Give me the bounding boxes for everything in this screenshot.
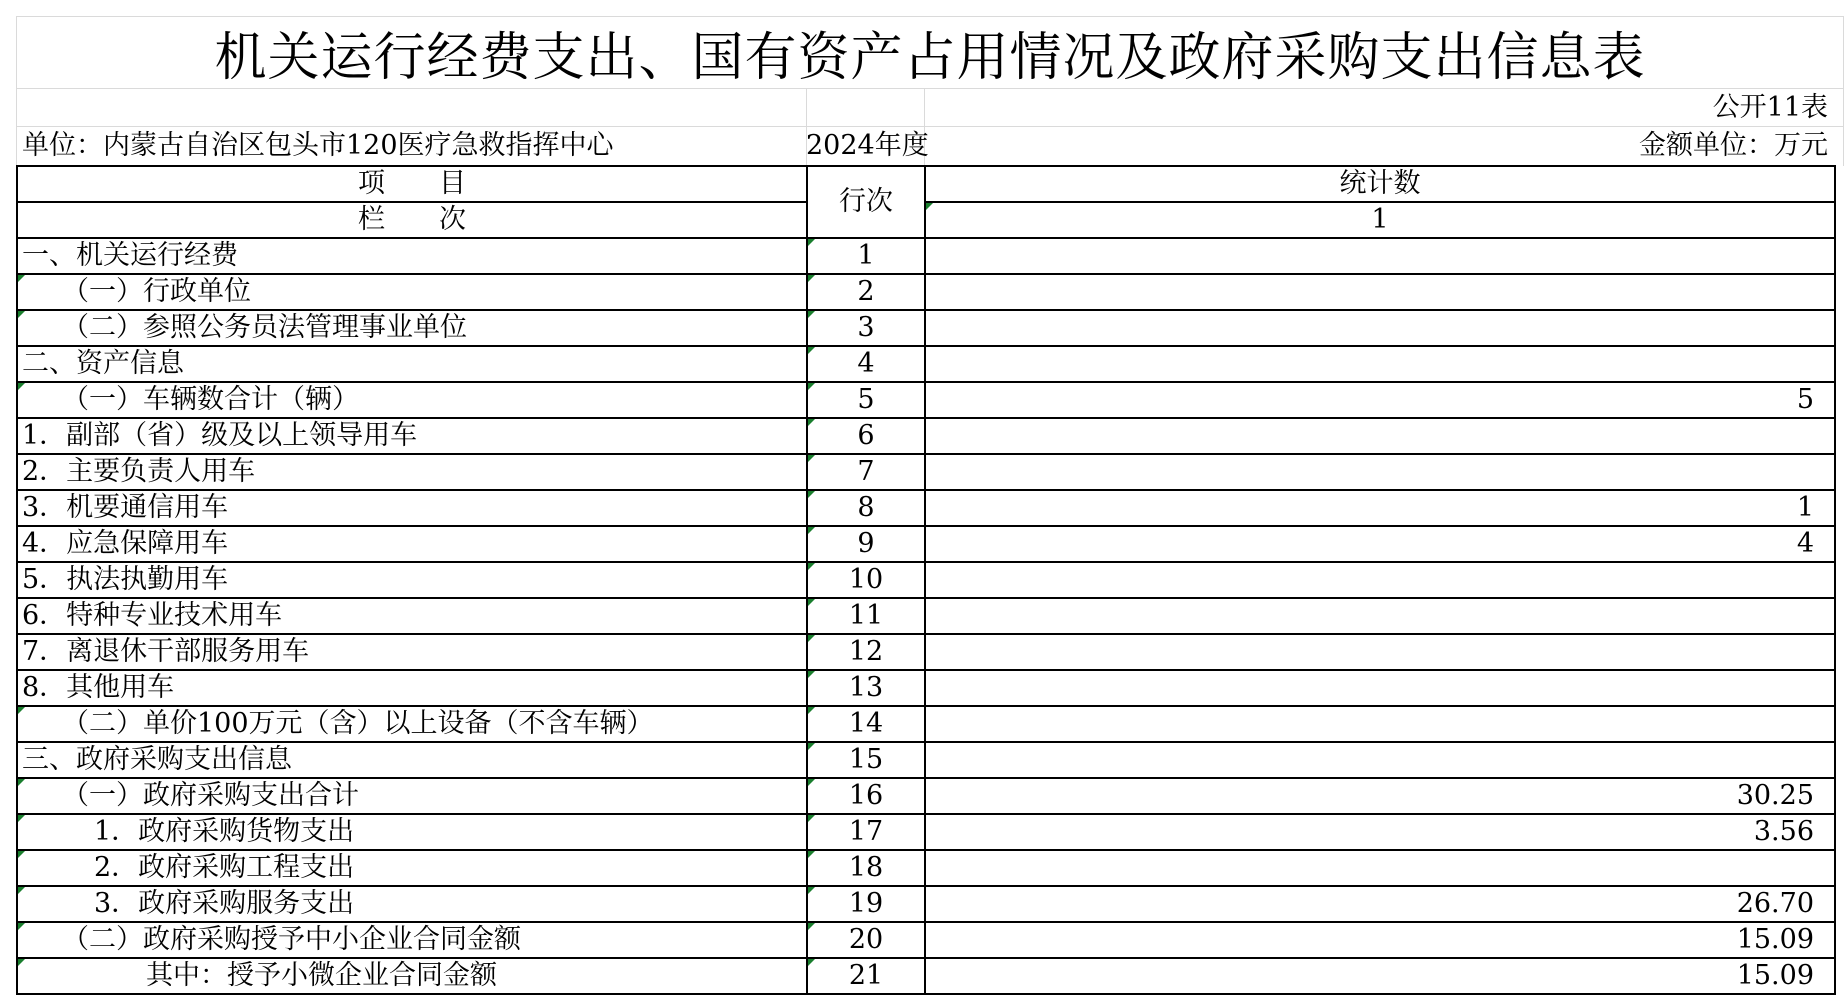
table-row <box>17 958 1835 994</box>
row-value[interactable]: 4 <box>925 526 1835 562</box>
table-row <box>17 382 1835 418</box>
header-row <box>17 166 1835 202</box>
row-value[interactable]: 1 <box>925 490 1835 526</box>
row-number[interactable]: 20 <box>807 922 925 958</box>
row-label[interactable]: 7．离退休干部服务用车 <box>17 634 807 670</box>
table-row <box>17 310 1835 346</box>
row-label[interactable]: 3．政府采购服务支出 <box>17 886 807 922</box>
row-number[interactable]: 21 <box>807 958 925 994</box>
header-column-label[interactable]: 栏 次 <box>17 202 807 238</box>
row-label[interactable]: 三、政府采购支出信息 <box>17 742 807 778</box>
row-label[interactable]: 1．政府采购货物支出 <box>17 814 807 850</box>
row-value[interactable] <box>925 346 1835 382</box>
header-stat[interactable]: 统计数 <box>925 166 1835 202</box>
row-value[interactable] <box>925 706 1835 742</box>
row-number[interactable]: 3 <box>807 310 925 346</box>
row-label[interactable]: 1．副部（省）级及以上领导用车 <box>17 418 807 454</box>
row-label[interactable]: 5．执法执勤用车 <box>17 562 807 598</box>
row-label[interactable]: 6．特种专业技术用车 <box>17 598 807 634</box>
row-label[interactable]: （二）单价100万元（含）以上设备（不含车辆） <box>17 706 807 742</box>
table-row <box>17 850 1835 886</box>
row-value[interactable] <box>925 634 1835 670</box>
row-value[interactable] <box>925 670 1835 706</box>
row-value[interactable]: 26.70 <box>925 886 1835 922</box>
row-number[interactable]: 18 <box>807 850 925 886</box>
table-row <box>17 526 1835 562</box>
row-number[interactable]: 4 <box>807 346 925 382</box>
row-number[interactable]: 10 <box>807 562 925 598</box>
row-label[interactable]: （二）政府采购授予中小企业合同金额 <box>17 922 807 958</box>
row-label[interactable]: 2．主要负责人用车 <box>17 454 807 490</box>
row-value[interactable] <box>925 562 1835 598</box>
table-row <box>17 346 1835 382</box>
row-number[interactable]: 5 <box>807 382 925 418</box>
row-label[interactable]: 二、资产信息 <box>17 346 807 382</box>
page-title: 机关运行经费支出、国有资产占用情况及政府采购支出信息表 <box>214 27 1646 88</box>
unit-label: 单位：内蒙古自治区包头市120医疗急救指挥中心 <box>22 130 614 161</box>
row-number[interactable]: 12 <box>807 634 925 670</box>
row-label[interactable]: （二）参照公务员法管理事业单位 <box>17 310 807 346</box>
row-label[interactable]: 3．机要通信用车 <box>17 490 807 526</box>
year-label: 2024年度 <box>806 130 929 161</box>
table-row <box>17 598 1835 634</box>
row-value[interactable]: 30.25 <box>925 778 1835 814</box>
row-label[interactable]: 一、机关运行经费 <box>17 238 807 274</box>
row-number[interactable]: 9 <box>807 526 925 562</box>
row-label[interactable]: 4．应急保障用车 <box>17 526 807 562</box>
row-number[interactable]: 1 <box>807 238 925 274</box>
row-value[interactable] <box>925 274 1835 310</box>
row-number[interactable]: 15 <box>807 742 925 778</box>
row-value[interactable]: 5 <box>925 382 1835 418</box>
row-number[interactable]: 19 <box>807 886 925 922</box>
row-value[interactable]: 3.56 <box>925 814 1835 850</box>
row-label[interactable]: 8．其他用车 <box>17 670 807 706</box>
table-row <box>17 670 1835 706</box>
table-row <box>17 742 1835 778</box>
header-column-no[interactable]: 1 <box>925 202 1835 238</box>
row-value[interactable]: 15.09 <box>925 922 1835 958</box>
header-item[interactable]: 项 目 <box>17 166 807 202</box>
row-number[interactable]: 2 <box>807 274 925 310</box>
row-number[interactable]: 16 <box>807 778 925 814</box>
row-number[interactable]: 17 <box>807 814 925 850</box>
row-label[interactable]: 2．政府采购工程支出 <box>17 850 807 886</box>
row-label[interactable]: （一）车辆数合计（辆） <box>17 382 807 418</box>
table-row <box>17 490 1835 526</box>
table-row <box>17 706 1835 742</box>
row-number[interactable]: 6 <box>807 418 925 454</box>
table-row <box>17 454 1835 490</box>
table-row <box>17 634 1835 670</box>
row-label[interactable]: （一）行政单位 <box>17 274 807 310</box>
row-value[interactable] <box>925 454 1835 490</box>
table-row <box>17 922 1835 958</box>
header-row-no[interactable]: 行次 <box>807 166 925 238</box>
data-table <box>16 165 1836 995</box>
row-value[interactable] <box>925 238 1835 274</box>
table-row <box>17 886 1835 922</box>
row-value[interactable] <box>925 598 1835 634</box>
amount-unit-label: 金额单位：万元 <box>1639 130 1828 161</box>
row-number[interactable]: 7 <box>807 454 925 490</box>
row-number[interactable]: 8 <box>807 490 925 526</box>
row-value[interactable] <box>925 418 1835 454</box>
row-label[interactable]: （一）政府采购支出合计 <box>17 778 807 814</box>
row-number[interactable]: 11 <box>807 598 925 634</box>
table-row <box>17 562 1835 598</box>
row-value[interactable] <box>925 742 1835 778</box>
table-row <box>17 238 1835 274</box>
gridline <box>16 126 1844 127</box>
table-number: 公开11表 <box>1712 92 1828 123</box>
row-number[interactable]: 14 <box>807 706 925 742</box>
row-value[interactable] <box>925 310 1835 346</box>
table-row <box>17 274 1835 310</box>
row-value[interactable]: 15.09 <box>925 958 1835 994</box>
row-value[interactable] <box>925 850 1835 886</box>
table-row <box>17 814 1835 850</box>
header-row <box>17 202 1835 238</box>
table-row <box>17 418 1835 454</box>
table-row <box>17 778 1835 814</box>
row-label[interactable]: 其中：授予小微企业合同金额 <box>17 958 807 994</box>
row-number[interactable]: 13 <box>807 670 925 706</box>
